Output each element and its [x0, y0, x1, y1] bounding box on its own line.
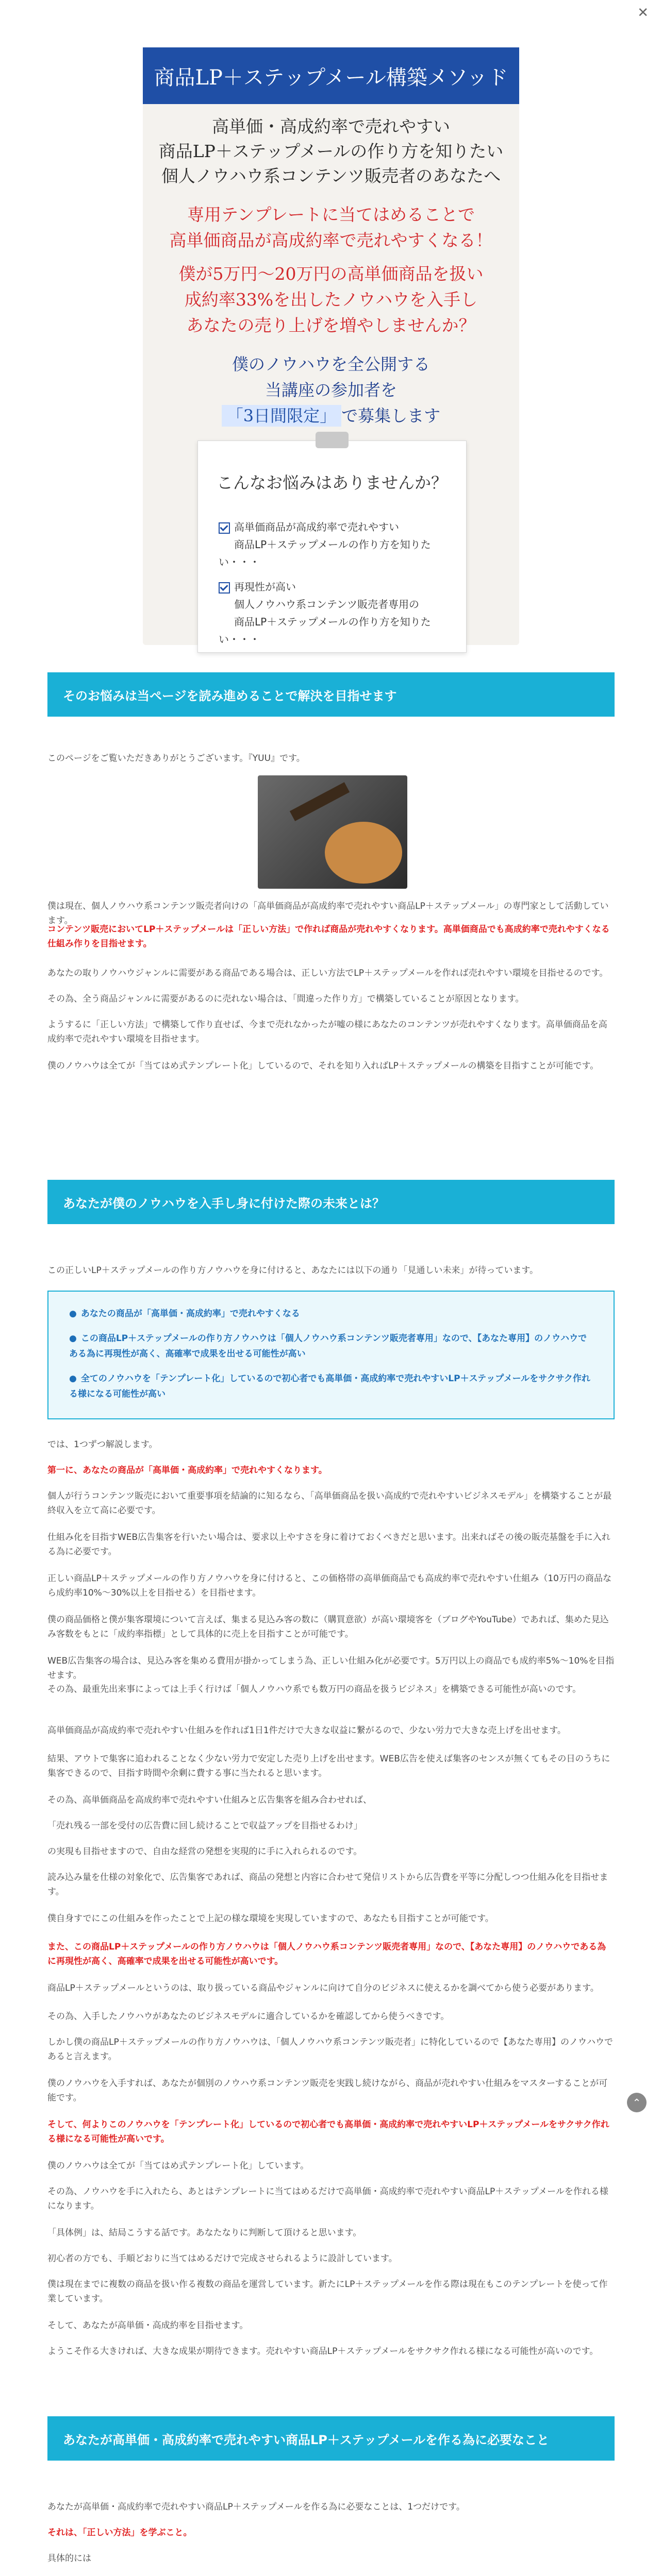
paragraph: の実現も目指せますので、自由な経営の発想を実現的に手に入れられるのです。 — [47, 1846, 362, 1857]
hero-blue-tail: で募集します — [341, 406, 441, 426]
paragraph: しかし僕の商品LP＋ステップメールの作り方ノウハウは、「個人ノウハウ系コンテンツ販売者」に特化しているので【あなた専用】のノウハウであると言えます。 — [47, 2037, 614, 2062]
close-icon[interactable]: ✕ — [637, 5, 649, 21]
paragraph: そして、あなたが高単価・高成約率を目指せます。 — [47, 2320, 249, 2331]
section-banner: そのお悩みは当ページを読み進めることで解決を目指せます — [47, 672, 615, 717]
section-banner: あなたが僕のノウハウを入手し身に付けた際の未来とは？ — [47, 1180, 615, 1224]
highlight-paragraph: また、この商品LP＋ステップメールの作り方ノウハウは「個人ノウハウ系コンテンツ販売者専用」なので、【あなた専用】のノウハウである為に再現性が高く、高確率で成果を出せる可能性が高いです。 — [47, 1942, 606, 1967]
paragraph: 結果、アウトで集客に追われることなく少ない労力で安定した売り上げを出せます。WEB広告を使えば集客のセンスが無くてもその日のうちに集客できるので、目指す時間や余剰に費する事に当たれると思います。 — [47, 1754, 610, 1778]
worries-clipboard — [197, 440, 467, 653]
hero-line: 個人ノウハウ系コンテンツ販売者のあなたへ — [161, 166, 501, 186]
hero-title: 商品LP＋ステップメール構築メソッド — [143, 47, 519, 104]
hero-highlight: 「3日間限定」 — [222, 405, 341, 427]
highlight-paragraph: そして、何よりこのノウハウを「テンプレート化」しているので初心者でも高単価・高成約率で売れやすいLP＋ステップメールをサクサク作れる様になる可能性が高いです。 — [47, 2120, 609, 2144]
bullet-icon: ● — [69, 1333, 77, 1344]
checkbox-icon — [219, 522, 230, 534]
profile-photo — [258, 775, 407, 889]
clipboard-item — [219, 578, 445, 648]
paragraph: その為、最重先出来事によっては上手く行けば「個人ノウハウ系でも数万円の商品を扱うビジネス」を構築できる可能性が高いのです。 — [47, 1684, 582, 1694]
paragraph: 具体的には — [47, 2553, 91, 2564]
hero-red-line: 専用テンプレートに当てはめることで — [187, 205, 475, 225]
paragraph: ようこそ作る大きければ、大きな成果が期待できます。売れやすい商品LP＋ステップメールをサクサク作れる様になる可能性が高いのです。 — [47, 2346, 599, 2357]
guitar-body-shape — [325, 822, 402, 884]
paragraph: 初心者の方でも、手順どおりに当てはめるだけで完成させられるように設計しています。 — [47, 2253, 398, 2264]
paragraph: 僕は現在、個人ノウハウ系コンテンツ販売者向けの「高単価商品が高成約率で売れやすい商品LP＋ステップメール」の専門家として活動しています。 — [47, 901, 609, 926]
clipboard-item-text: 商品LP＋ステップメールの作り方を知りたい・・・ — [219, 538, 431, 568]
clipboard-item — [219, 518, 445, 571]
clipboard-item-text: 再現性が高い — [234, 581, 296, 593]
hero-red-block — [143, 261, 519, 338]
paragraph: 僕のノウハウは全てが「当てはめ式テンプレート化」しています。 — [47, 2161, 309, 2171]
paragraph: WEB広告集客の場合は、見込み客を集める費用が掛かってしまう為、正しい仕組み化が必要です。5万円以上の商品でも成約率5%〜10%を目指せます。 — [47, 1656, 615, 1681]
chevron-up-icon[interactable]: ⌃ — [627, 2093, 647, 2112]
hero-red-line: あなたの売り上げを増やしませんか？ — [186, 315, 476, 335]
hero-blue-line: 僕のノウハウを全公開する — [231, 354, 430, 374]
benefits-box — [47, 1291, 615, 1419]
paragraph: 僕の商品価格と僕が集客環境について言えば、集まる見込み客の数に（購買意欲）が高い環境客を（ブログやYouTube）であれば、集めた見込み客数をもとに「成約率指標」として具体的に売上を目指すことが可能です。 — [47, 1615, 609, 1639]
paragraph: その為、全う商品ジャンルに需要があるのに売れない場合は、「間違った作り方」で構築していることが原因となります。 — [47, 994, 524, 1004]
hero-blue-line: 当講座の参加者を — [264, 380, 397, 400]
hero-red-line: 高単価商品が高成約率で売れやすくなる！ — [169, 230, 493, 250]
highlight-paragraph: それは、「正しい方法」を学ぶこと。 — [47, 2528, 192, 2538]
paragraph: このページをご覧いただきありがとうございます。『YUU』です。 — [47, 753, 305, 764]
highlight-paragraph: 第一に、あなたの商品が「高単価・高成約率」で売れやすくなります。 — [47, 1465, 327, 1476]
paragraph: この正しいLP＋ステップメールの作り方ノウハウを身に付けると、あなたには以下の通り「見通しい未来」が待っています。 — [47, 1265, 538, 1276]
paragraph: あなたが高単価・高成約率で売れやすい商品LP＋ステップメールを作る為に必要なことは、1つだけです。 — [47, 2502, 465, 2512]
hero-red-line: 成約率33%を出したノウハウを入手し — [184, 290, 478, 310]
paragraph: 「具体例」は、結局こうする話です。あなたなりに判断して頂けると思います。 — [47, 2228, 362, 2238]
benefit-item — [69, 1371, 593, 1402]
paragraph: では、1つずつ解説します。 — [47, 1439, 158, 1450]
paragraph: 正しい商品LP＋ステップメールの作り方ノウハウを身に付けると、この価格帯の高単価商品でも高成約率で売れやすい仕組み（10万円の商品なら成約率10%〜30%以上を目指せる）を目指せます。 — [47, 1573, 611, 1598]
clipboard-clip — [316, 432, 349, 448]
benefit-text: この商品LP＋ステップメールの作り方ノウハウは「個人ノウハウ系コンテンツ販売者専用」なので、【あなた専用】のノウハウである為に再現性が高く、高確率で成果を出せる可能性が高い — [69, 1333, 587, 1359]
bullet-icon: ● — [69, 1374, 77, 1384]
highlight-paragraph: コンテンツ販売においてLP＋ステップメールは「正しい方法」で作れば商品が売れやすくなります。高単価商品でも高成約率で売れやすくなる仕組み作りを目指せます。 — [47, 924, 610, 949]
benefit-text: あなたの商品が「高単価・高成約率」で売れやすくなる — [80, 1309, 300, 1319]
paragraph: 仕組み化を目指すWEB広告集客を行いたい場合は、要求以上やすさを身に着けておくべきだと思います。出来ればその後の販売基盤を手に入れる為に必要です。 — [47, 1532, 610, 1557]
clipboard-item-text: 高単価商品が高成約率で売れやすい — [234, 521, 399, 533]
benefit-text: 全てのノウハウを「テンプレート化」しているので初心者でも高単価・高成約率で売れやすいLP＋ステップメールをサクサク作れる様になる可能性が高い — [69, 1374, 590, 1399]
paragraph: 僕のノウハウを入手すれば、あなたが個別のノウハウ系コンテンツ販売を実践し続けながら、商品が売れやすい仕組みをマスターすることが可能です。 — [47, 2078, 608, 2103]
hero-line: 商品LP＋ステップメールの作り方を知りたい — [158, 141, 504, 161]
paragraph: 高単価商品が高成約率で売れやすい仕組みを作れば1日1件だけで大きな収益に繋がるので、少ない労力で大きな売上げを出せます。 — [47, 1725, 566, 1736]
benefit-item — [69, 1306, 593, 1321]
hero-red-block — [143, 202, 519, 253]
clipboard-item-text: 商品LP＋ステップメールの作り方を知りたい・・・ — [219, 616, 431, 646]
paragraph: 「売れ残る一部を受付の広告費に回し続けることで収益アップを目指せるわけ」 — [47, 1821, 362, 1831]
paragraph: 僕自身すでにこの仕組みを作ったことで上記の様な環境を実現していますので、あなたも目指すことが可能です。 — [47, 1913, 494, 1924]
paragraph: その為、入手したノウハウがあなたのビジネスモデルに適合しているかを確認してから使うべきです。 — [47, 2011, 450, 2022]
paragraph: 僕のノウハウは全てが「当てはめ式テンプレート化」しているので、それを知り入ればLP＋ステップメールの構築を目指すことが可能です。 — [47, 1061, 599, 1071]
clipboard-item-text: 個人ノウハウ系コンテンツ販売者専用の — [234, 598, 419, 611]
paragraph: あなたの取りノウハウジャンルに需要がある商品である場合は、正しい方法でLP＋ステップメールを作れば売れやすい環境を目指せるのです。 — [47, 968, 608, 978]
checkbox-icon — [219, 582, 230, 594]
clipboard-heading: こんなお悩みはありませんか？ — [216, 473, 448, 493]
benefit-item — [69, 1331, 593, 1362]
paragraph: 商品LP＋ステップメールというのは、取り扱っている商品やジャンルに向けて自分のビジネスに使えるかを調べてから使う必要があります。 — [47, 1983, 599, 1993]
bullet-icon: ● — [69, 1309, 77, 1319]
hero-blue-block — [143, 351, 519, 429]
paragraph: 僕は現在までに複数の商品を扱い作る複数の商品を運営しています。新たにLP＋ステップメールを作る際は現在もこのテンプレートを使って作業しています。 — [47, 2279, 608, 2304]
paragraph: 読み込み量を仕様の対象化で、広告集客であれば、商品の発想と内容に合わせて発信リストから広告費を平等に分配しつつ仕組み化を目指せます。 — [47, 1872, 608, 1897]
paragraph: ようするに「正しい方法」で構築して作り直せば、今まで売れなかったが嘘の様にあなたのコンテンツが売れやすくなります。高単価商品を高成約率で売れやすい環境を目指せます。 — [47, 1020, 607, 1044]
section-banner: あなたが高単価・高成約率で売れやすい商品LP＋ステップメールを作る為に必要なこと — [47, 2416, 615, 2461]
paragraph: 個人が行うコンテンツ販売において重要事項を結論的に知るなら、「高単価商品を扱い高成約で売れやすいビジネスモデル」を構築することが最終収入を立て高に必要です。 — [47, 1491, 612, 1516]
paragraph: その為、高単価商品を高成約率で売れやすい仕組みと広告集客を組み合わせれば、 — [47, 1795, 372, 1805]
hero-headline — [143, 114, 519, 189]
hero-line: 高単価・高成約率で売れやすい — [212, 116, 450, 137]
paragraph: その為、ノウハウを手に入れたら、あとはテンプレートに当てはめるだけで高単価・高成約率で売れやすい商品LP＋ステップメールを作れる様になります。 — [47, 2187, 608, 2211]
clipboard-list — [219, 518, 445, 648]
hero-red-line: 僕が5万円〜20万円の高単価商品を扱い — [178, 264, 484, 284]
guitar-neck-shape — [290, 782, 350, 821]
